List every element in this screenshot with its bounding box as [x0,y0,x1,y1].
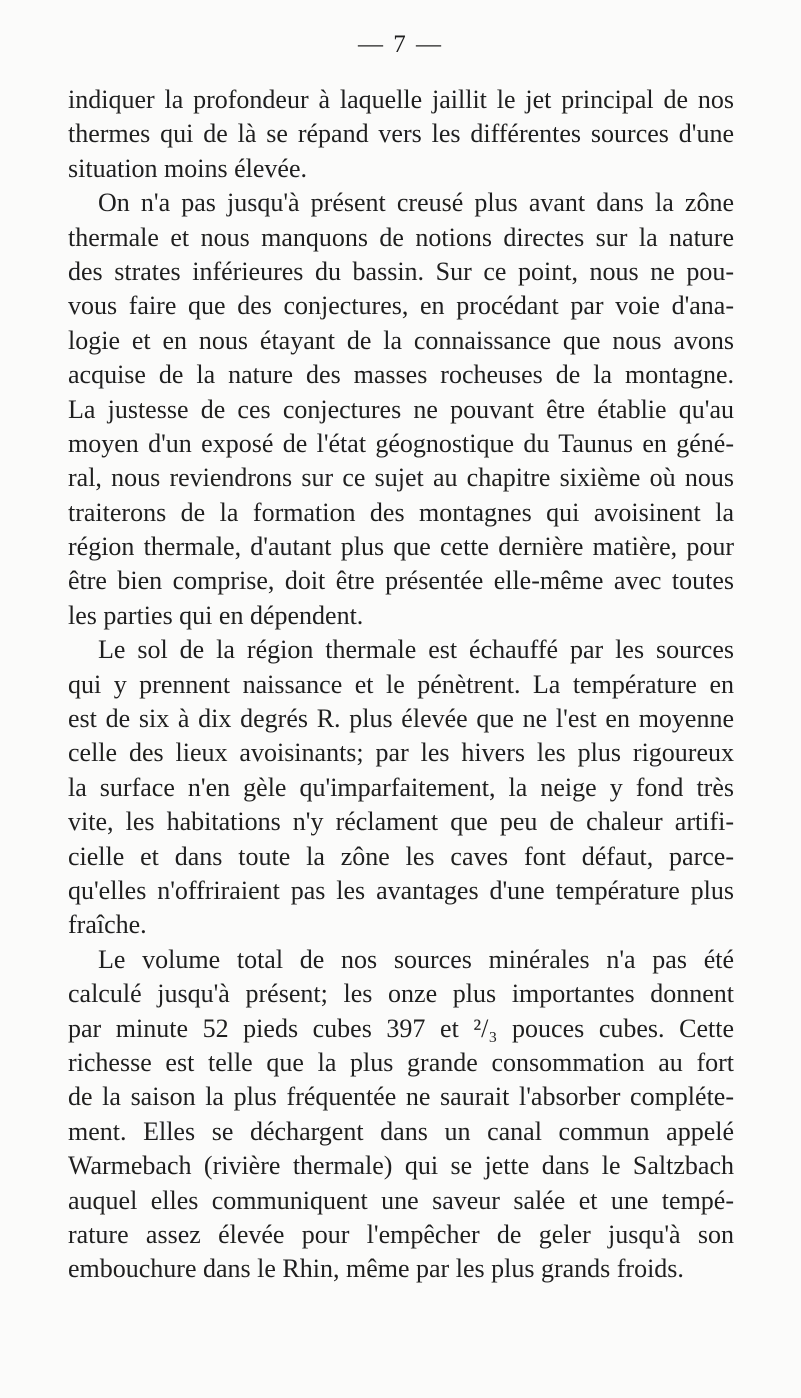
text-line: est de six à dix degrés R. plus élevée que ne l'est en moyenne [68,704,734,734]
text-line: celle des lieux avoisinants; par les hivers les plus rigoureux [68,738,734,768]
text-line: région thermale, d'autant plus que cette dernière matière, pour [68,532,734,562]
text-line: richesse est telle que la plus grande consommation au fort [68,1047,734,1077]
text-line: calculé jusqu'à présent; les onze plus importantes donnent [68,979,734,1009]
text-line: la surface n'en gèle qu'imparfaitement, la neige y fond très [68,772,734,802]
text-line: de la saison la plus fréquentée ne saurait l'absorber compléte- [68,1082,734,1112]
text-line: embouchure dans le Rhin, même par les plus grands froids. [68,1254,684,1284]
text-line: thermes qui de là se répand vers les différentes sources d'une [68,119,734,149]
text-line: rature assez élevée pour l'empêcher de geler jusqu'à son [68,1219,734,1249]
text-line: thermale et nous manquons de notions directes sur la nature [68,222,734,252]
text-line: qui y prennent naissance et le pénètrent. La température en [68,669,734,699]
text-line: fraîche. [68,910,147,940]
text-line: des strates inférieures du bassin. Sur ce point, nous ne pou- [68,256,734,286]
text-line: vite, les habitations n'y réclament que peu de chaleur artifi- [68,807,734,837]
text-line: indiquer la profondeur à laquelle jaillit le jet principal de nos [68,85,734,114]
text-line: ral, nous reviendrons sur ce sujet au chapitre sixième où nous [68,463,734,493]
text-line: moyen d'un exposé de l'état géognostique du Taunus en géné- [68,428,734,458]
text-line: On n'a pas jusqu'à présent creusé plus avant dans la zône [98,188,734,218]
text-line: cielle et dans toute la zône les caves font défaut, parce- [68,841,734,871]
text-line: vous faire que des conjectures, en procédant par voie d'ana- [68,291,734,321]
text-line: Le volume total de nos sources minérales n'a pas été [98,944,734,974]
text-line: acquise de la nature des masses rocheuses de la montagne. [68,360,734,390]
text-line: qu'elles n'offriraient pas les avantages d'une température plus [68,875,734,905]
text-line: situation moins élevée. [68,153,308,183]
text-line: par minute 52 pieds cubes 397 et ²/₃ pouces cubes. Cette [68,1013,734,1043]
text-line: ment. Elles se déchargent dans un canal commun appelé [68,1116,734,1146]
text-line: traiterons de la formation des montagnes qui avoisinent la [68,497,734,527]
text-line: La justesse de ces conjectures ne pouvant être établie qu'au [68,394,734,424]
page-number: — 7 — [358,31,443,58]
text-line: auquel elles communiquent une saveur salée et une tempé- [68,1185,734,1215]
text-line: être bien comprise, doit être présentée elle-même avec toutes [68,566,734,596]
text-line: logie et en nous étayant de la connaissance que nous avons [68,325,734,355]
text-line: les parties qui en dépendent. [68,600,364,630]
body-text [68,83,734,1287]
text-line: Le sol de la région thermale est échauffé par les sources [98,635,734,665]
text-line: Warmebach (rivière thermale) qui se jette dans le Saltzbach [68,1151,734,1181]
